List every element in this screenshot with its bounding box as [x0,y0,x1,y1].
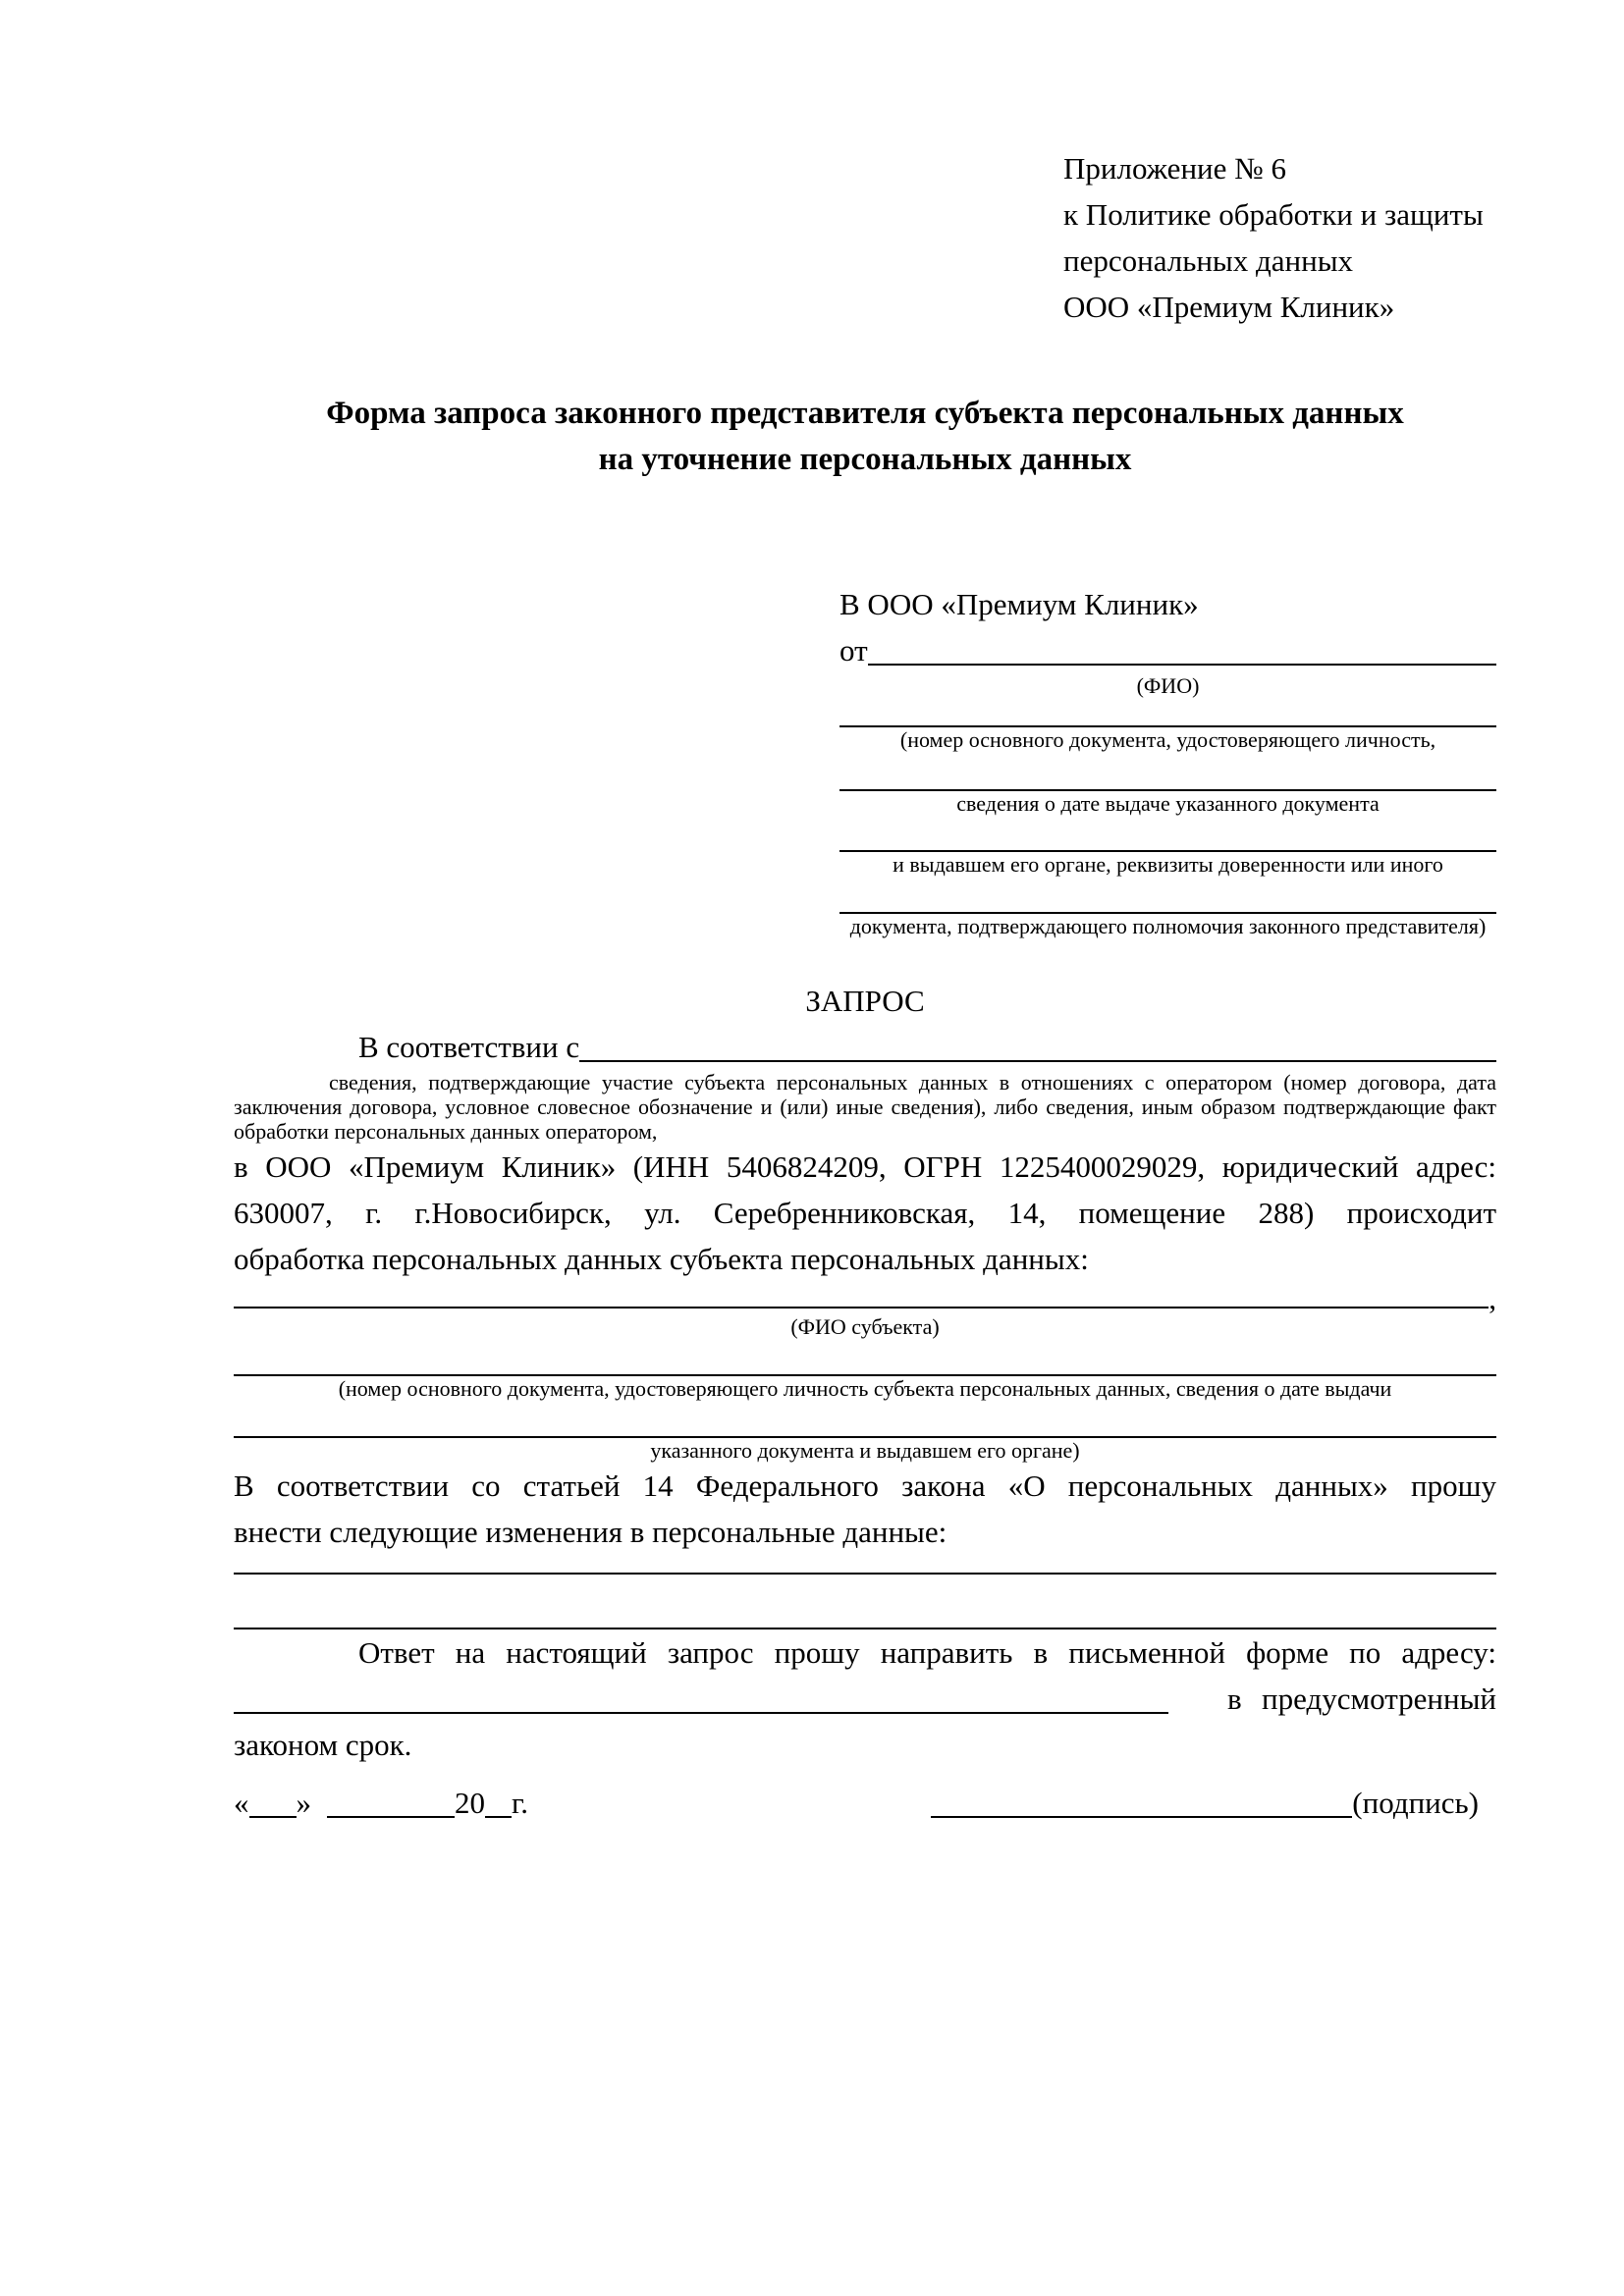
subject-doc-caption-1: (номер основного документа, удостоверяющего личность субъекта персональных данных, сведения о дате выдачи [338,1376,1392,1401]
reply-line-1: Ответ на настоящий запрос прошу направить в письменной форме по адресу: [358,1635,1496,1670]
from-label: от [839,633,868,667]
subject-fio-comma: , [1489,1281,1496,1315]
reply-word-1: в [1227,1682,1242,1716]
fio-blank-line[interactable] [868,664,1496,666]
reply-word-2: предусмотренный [1262,1682,1496,1716]
intro-caption-line: обработки персональных данных оператором, [234,1119,658,1144]
date-year-prefix: 20 [455,1786,485,1820]
annex-line: ООО «Премиум Клиник» [1063,290,1395,324]
intro-blank-line[interactable] [579,1060,1496,1062]
request-heading: ЗАПРОС [805,984,925,1018]
subject-fio-caption: (ФИО субъекта) [790,1314,940,1339]
annex-line: Приложение № 6 [1063,151,1286,186]
subject-doc-blank-2[interactable] [234,1401,1496,1438]
date-year-suffix: г. [512,1786,528,1820]
date-quote-close: » [296,1786,311,1820]
date-field [234,1780,528,1826]
annex-line: к Политике обработки и защиты [1063,197,1484,232]
representative-doc-caption-4: документа, подтверждающего полномочия законного представителя) [849,914,1487,938]
subject-doc-blank-1[interactable] [234,1339,1496,1376]
intro-caption [234,1070,1496,1144]
document-title-line2: на уточнение персональных данных [598,442,1132,477]
date-year-blank[interactable] [485,1816,512,1818]
intro-label: В соответствии с [358,1030,580,1064]
representative-doc-blank-1[interactable] [839,698,1496,727]
operator-paragraph-line: обработка персональных данных субъекта персональных данных: [234,1242,1089,1276]
date-month-blank[interactable] [327,1816,455,1818]
date-quote-open: « [234,1786,249,1820]
fio-caption: (ФИО) [1136,673,1200,698]
document-title [234,391,1496,483]
signature-caption: (подпись) [1352,1786,1479,1820]
law-paragraph-line: В соответствии со статьей 14 Федерального закона «О персональных данных» прошу [234,1468,1496,1503]
operator-paragraph-line: 630007, г. г.Новосибирск, ул. Серебренниковская, 14, помещение 288) происходит [234,1196,1496,1230]
representative-doc-caption-1: (номер основного документа, удостоверяющего личность, [899,727,1436,752]
intro-row [234,1024,1496,1070]
footer-row [234,1780,1496,1826]
addressee-org: В ООО «Премиум Клиник» [839,587,1199,621]
intro-caption-line: заключения договора, условное словесное обозначение и (или) иные сведения), либо сведения, иным образом подтверждающие факт [234,1095,1496,1119]
operator-paragraph-line: в ООО «Премиум Клиник» (ИНН 5406824209, ОГРН 1225400029029, юридический адрес: [234,1149,1496,1184]
from-row [839,627,1496,673]
subject-fio-row [234,1282,1496,1314]
signature-field [931,1780,1479,1826]
reply-line-2 [234,1676,1496,1722]
representative-doc-blank-3[interactable] [839,816,1496,852]
date-day-blank[interactable] [249,1816,297,1818]
annex-note [1063,145,1496,330]
annex-line: персональных данных [1063,243,1354,278]
subject-doc-caption-2: указанного документа и выдавшем его органе) [650,1438,1080,1463]
signature-blank[interactable] [931,1816,1352,1818]
representative-doc-blank-2[interactable] [839,752,1496,791]
operator-paragraph [234,1144,1496,1282]
representative-doc-caption-2: сведения о дате выдаче указанного документа [956,791,1380,816]
law-paragraph [234,1463,1496,1555]
representative-doc-caption-3: и выдавшем его органе, реквизиты доверенности или иного [893,852,1443,877]
reply-address-blank[interactable] [234,1712,1168,1714]
intro-caption-line: сведения, подтверждающие участие субъекта персональных данных в отношениях с оператором (номер договора, дата [329,1070,1496,1095]
law-paragraph-line: внести следующие изменения в персональные данные: [234,1515,947,1549]
document-title-line1: Форма запроса законного представителя субъекта персональных данных [326,396,1404,431]
changes-blank-2[interactable] [234,1575,1496,1629]
addressee-block [839,581,1496,938]
subject-fio-blank[interactable] [234,1307,1489,1308]
representative-doc-blank-4[interactable] [839,877,1496,914]
reply-paragraph [234,1629,1496,1768]
reply-line-3: законом срок. [234,1728,412,1762]
changes-blank-1[interactable] [234,1555,1496,1575]
document-content [234,145,1496,1826]
